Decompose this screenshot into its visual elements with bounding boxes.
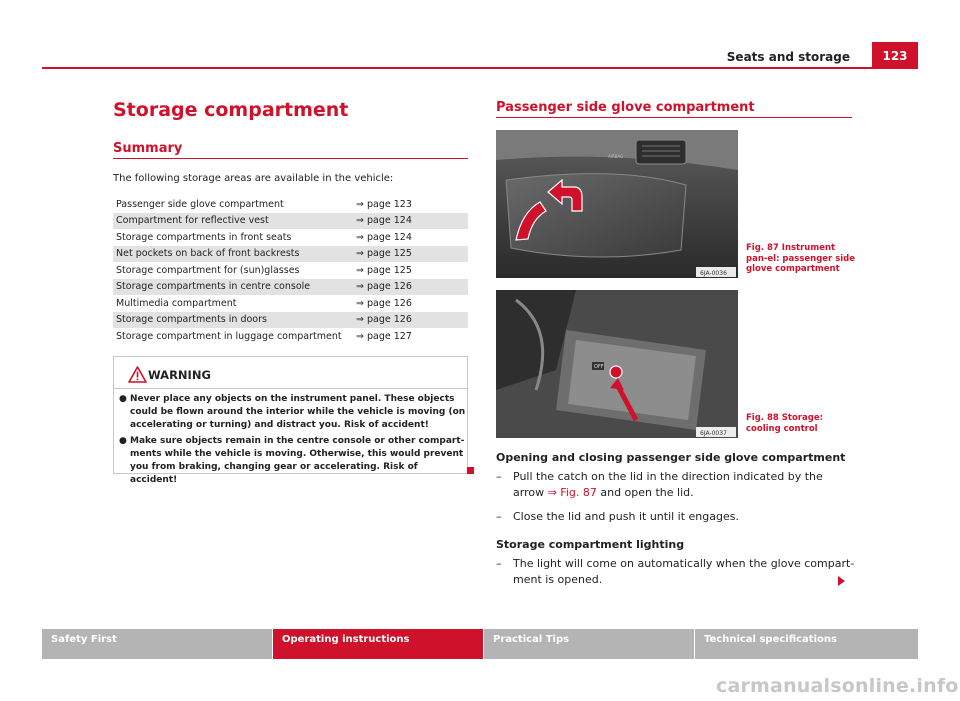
- lighting-heading: Storage compartment lighting: [496, 538, 685, 551]
- warning-item: [116, 393, 466, 432]
- warning-item-text: Never place any objects on the instrument panel. These objects could be flown around the interior while the vehicle is moving (on accelerating or turning) and distract you. Risk of accident!: [130, 394, 466, 430]
- bullet-icon: ●: [119, 394, 127, 404]
- page-link[interactable]: ⇒ page 125: [348, 246, 468, 263]
- figure-reference-link[interactable]: ⇒ Fig. 87: [547, 486, 597, 499]
- warning-header: [114, 357, 467, 389]
- intro-text: The following storage areas are available in the vehicle:: [113, 173, 394, 184]
- table-row: [113, 328, 468, 345]
- header-rule: [42, 67, 918, 69]
- tab-practical-tips[interactable]: Practical Tips: [484, 629, 694, 659]
- step-text: Close the lid and push it until it engages.: [513, 510, 739, 523]
- figure-87-image: [496, 130, 738, 278]
- page-link[interactable]: ⇒ page 124: [356, 231, 412, 243]
- table-row: [113, 279, 468, 296]
- row-label: Storage compartment for (sun)glasses: [116, 264, 300, 276]
- dash-marker: –: [496, 470, 502, 483]
- continue-arrow-icon: [838, 576, 845, 586]
- row-label: Net pockets on back of front backrests: [113, 246, 348, 263]
- tab-technical-specifications[interactable]: Technical specifications: [695, 629, 918, 659]
- instruction-step: [496, 509, 856, 525]
- warning-item-text: Make sure objects remain in the centre console or other compart-ments while the vehicle is moving. Otherwise, this would prevent you from braking, changing gear or accelerating. Risk of accident!: [130, 436, 465, 485]
- bullet-icon: ●: [119, 436, 127, 446]
- tab-operating-instructions[interactable]: Operating instructions: [273, 629, 483, 659]
- page-link[interactable]: ⇒ page 126: [348, 312, 468, 329]
- section-heading: Storage compartment: [113, 99, 349, 121]
- warning-box: [113, 356, 468, 485]
- warning-body: [116, 393, 466, 490]
- table-row: [113, 312, 468, 329]
- row-label: Storage compartments in front seats: [116, 231, 292, 243]
- dash-marker: –: [496, 557, 502, 570]
- page-link[interactable]: ⇒ page 127: [356, 330, 412, 342]
- row-label: Compartment for reflective vest: [113, 213, 348, 230]
- subheading-rule: [496, 117, 852, 118]
- opening-closing-heading: Opening and closing passenger side glove compartment: [496, 451, 846, 464]
- row-label: Storage compartment in luggage compartment: [116, 330, 342, 342]
- subheading-rule: [113, 158, 468, 159]
- figure-88-image: [496, 290, 738, 438]
- row-label: Passenger side glove compartment: [116, 198, 284, 210]
- warning-triangle-icon: [128, 366, 147, 383]
- dash-marker: –: [496, 510, 502, 523]
- table-row: [113, 213, 468, 230]
- page-link[interactable]: ⇒ page 123: [356, 198, 412, 210]
- table-row: [113, 262, 468, 279]
- airbag-label: AIRBAG: [608, 154, 624, 159]
- figure-code: 6JA-0037: [700, 430, 727, 437]
- page-number: 123: [872, 42, 918, 67]
- off-label: OFF: [594, 364, 604, 370]
- watermark: carmanualsonline.info: [716, 675, 959, 697]
- instruction-step: [496, 469, 856, 501]
- warning-item: [116, 435, 466, 487]
- step-text: The light will come on automatically when the glove compart-ment is opened.: [513, 557, 855, 586]
- row-label: Storage compartments in centre console: [113, 279, 348, 296]
- table-row: [113, 229, 468, 246]
- page-link[interactable]: ⇒ page 126: [356, 297, 412, 309]
- warning-title: WARNING: [148, 368, 211, 382]
- page-link[interactable]: ⇒ page 126: [348, 279, 468, 296]
- running-header-title: Seats and storage: [726, 50, 850, 64]
- tab-safety-first[interactable]: Safety First: [42, 629, 272, 659]
- section-end-marker: [467, 467, 474, 474]
- table-row: [113, 295, 468, 312]
- row-label: Storage compartments in doors: [113, 312, 348, 329]
- storage-table: [113, 196, 468, 345]
- page-link[interactable]: ⇒ page 124: [348, 213, 468, 230]
- row-label: Multimedia compartment: [116, 297, 237, 309]
- step-text: Pull the catch on the lid in the direction indicated by the arrow: [513, 470, 823, 499]
- figure-88-caption: Fig. 88 Storage: cooling control: [746, 413, 823, 434]
- figure-87-caption: Fig. 87 Instrument pan-el: passenger side glove compartment: [746, 243, 856, 274]
- subheading-summary: Summary: [113, 141, 183, 156]
- step-text-end: and open the lid.: [596, 486, 694, 499]
- page-link[interactable]: ⇒ page 125: [356, 264, 412, 276]
- table-row: [113, 196, 468, 213]
- instruction-step: [496, 556, 856, 588]
- figure-code: 6JA-0036: [700, 270, 727, 277]
- table-row: [113, 246, 468, 263]
- subheading-glove-compartment: Passenger side glove compartment: [496, 100, 755, 115]
